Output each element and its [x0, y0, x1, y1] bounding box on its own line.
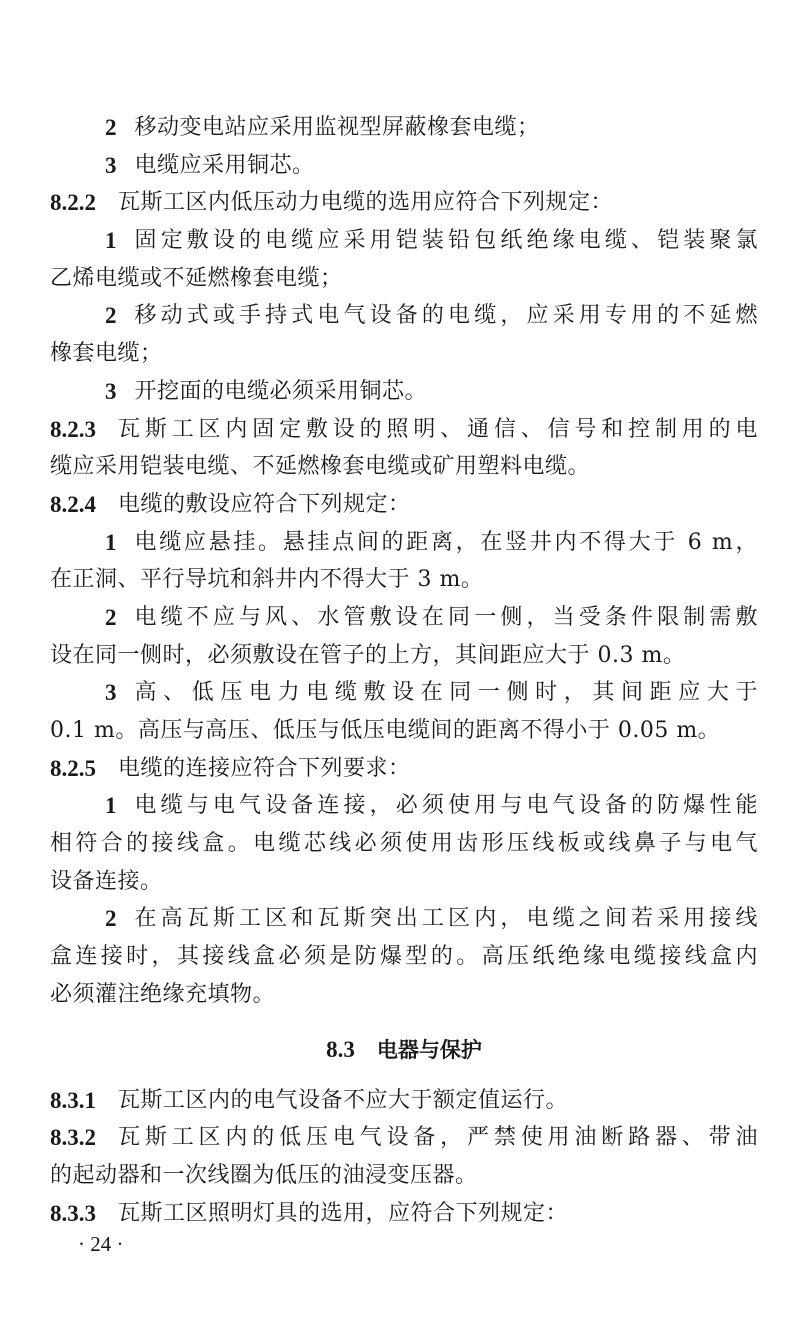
line-text: 缆应采用铠装电缆、不延燃橡套电缆或矿用塑料电缆。 — [50, 454, 591, 480]
clause-paragraph — [50, 184, 758, 222]
clause-number: 8.3.1 — [50, 1087, 96, 1113]
line-text: 在高瓦斯工区和瓦斯突出工区内，电缆之间若采用接线 — [134, 906, 758, 932]
line-text: 电缆与电气设备连接，必须使用与电气设备的防爆性能 — [134, 793, 758, 819]
text-line — [50, 411, 758, 449]
text-line — [50, 787, 758, 825]
text-line — [50, 938, 758, 976]
line-text: 电缆应采用铜芯。 — [134, 152, 315, 178]
line-text: 电缆的连接应符合下列要求： — [118, 755, 411, 781]
line-text: 瓦斯工区内低压动力电缆的选用应符合下列规定： — [118, 190, 614, 216]
text-line — [50, 448, 758, 486]
list-item — [50, 297, 758, 372]
clause-paragraph — [50, 1082, 758, 1120]
page-number: · 24 · — [78, 1232, 124, 1256]
text-line — [50, 373, 758, 411]
item-number: 3 — [105, 680, 117, 706]
text-line — [50, 637, 758, 675]
text-line — [50, 147, 758, 185]
text-line — [50, 863, 758, 901]
clause-number: 8.3.3 — [50, 1200, 96, 1226]
text-line — [50, 109, 758, 147]
text-line — [50, 976, 758, 1014]
clause-paragraph — [50, 1119, 758, 1194]
list-item — [50, 787, 758, 900]
text-line — [50, 561, 758, 599]
list-item — [50, 109, 758, 147]
list-item — [50, 373, 758, 411]
line-text: 瓦斯工区照明灯具的选用，应符合下列规定： — [118, 1200, 569, 1226]
item-number: 3 — [105, 152, 117, 178]
text-line — [50, 674, 758, 712]
list-item — [50, 147, 758, 185]
item-number: 2 — [105, 303, 117, 329]
clause-number: 8.2.2 — [50, 190, 96, 216]
line-text: 相符合的接线盒。电缆芯线必须使用齿形压线板或线鼻子与电气 — [50, 831, 758, 857]
text-line — [50, 599, 758, 637]
item-number: 2 — [105, 906, 117, 932]
clause-paragraph — [50, 486, 758, 524]
clause-number: 8.2.5 — [50, 755, 96, 781]
item-number: 2 — [105, 115, 117, 140]
list-item — [50, 674, 758, 749]
item-number: 1 — [105, 529, 117, 555]
line-text: 移动变电站应采用监视型屏蔽橡套电缆； — [134, 115, 540, 140]
line-text: 瓦斯工区内固定敷设的照明、通信、信号和控制用的电 — [118, 416, 758, 442]
line-text: 开挖面的电缆必须采用铜芯。 — [134, 378, 428, 404]
line-text: 设备连接。 — [50, 868, 163, 894]
line-text: 设在同一侧时，必须敷设在管子的上方，其间距应大于 0.3 m。 — [50, 642, 686, 668]
text-line — [50, 900, 758, 938]
line-text: 橡套电缆； — [50, 341, 163, 367]
line-text: 0.1 m。高压与高压、低压与低压电缆间的距离不得小于 0.05 m。 — [50, 718, 721, 743]
item-number: 1 — [105, 228, 117, 254]
text-line — [50, 524, 758, 562]
line-text: 必须灌注绝缘充填物。 — [50, 981, 276, 1007]
clause-paragraph — [50, 750, 758, 788]
text-line — [50, 184, 758, 222]
section-title: 电器与保护 — [376, 1036, 482, 1062]
item-number: 2 — [105, 604, 117, 630]
text-line — [50, 486, 758, 524]
line-text: 高、低压电力电缆敷设在同一侧时，其间距应大于 — [134, 680, 758, 706]
text-line — [50, 1119, 758, 1157]
line-text: 电缆应悬挂。悬挂点间的距离，在竖井内不得大于 6 m， — [134, 529, 758, 555]
text-line — [50, 750, 758, 788]
text-line — [50, 1157, 758, 1195]
line-text: 瓦斯工区内的低压电气设备，严禁使用油断路器、带油 — [118, 1125, 758, 1151]
line-text: 移动式或手持式电气设备的电缆，应采用专用的不延燃 — [134, 303, 758, 329]
clause-number: 8.3.2 — [50, 1125, 96, 1151]
text-line — [50, 222, 758, 260]
line-text: 瓦斯工区内的电气设备不应大于额定值运行。 — [118, 1087, 569, 1113]
text-line — [50, 297, 758, 335]
section-number: 8.3 — [326, 1036, 355, 1062]
text-line — [50, 825, 758, 863]
line-text: 的起动器和一次线圈为低压的油浸变压器。 — [50, 1162, 478, 1188]
list-item — [50, 524, 758, 599]
text-line — [50, 260, 758, 298]
text-line — [50, 335, 758, 373]
line-text: 电缆不应与风、水管敷设在同一侧，当受条件限制需敷 — [134, 604, 758, 630]
text-line — [50, 1195, 758, 1233]
clause-paragraph — [50, 411, 758, 486]
line-text: 乙烯电缆或不延燃橡套电缆； — [50, 265, 343, 291]
line-text: 在正洞、平行导坑和斜井内不得大于 3 m。 — [50, 567, 484, 593]
line-text: 电缆的敷设应符合下列规定： — [118, 491, 411, 517]
text-line — [50, 712, 758, 750]
text-line — [50, 1082, 758, 1120]
list-item — [50, 900, 758, 1013]
line-text: 盒连接时，其接线盒必须是防爆型的。高压纸绝缘电缆接线盒内 — [50, 944, 758, 970]
list-item — [50, 599, 758, 674]
clause-paragraph — [50, 1195, 758, 1233]
line-text: 固定敷设的电缆应采用铠装铅包纸绝缘电缆、铠装聚氯 — [134, 228, 758, 254]
item-number: 3 — [105, 378, 117, 404]
clause-number: 8.2.3 — [50, 416, 96, 442]
document-body — [50, 109, 758, 1232]
clause-number: 8.2.4 — [50, 491, 96, 517]
item-number: 1 — [105, 793, 117, 819]
list-item — [50, 222, 758, 297]
section-heading — [50, 1022, 758, 1078]
